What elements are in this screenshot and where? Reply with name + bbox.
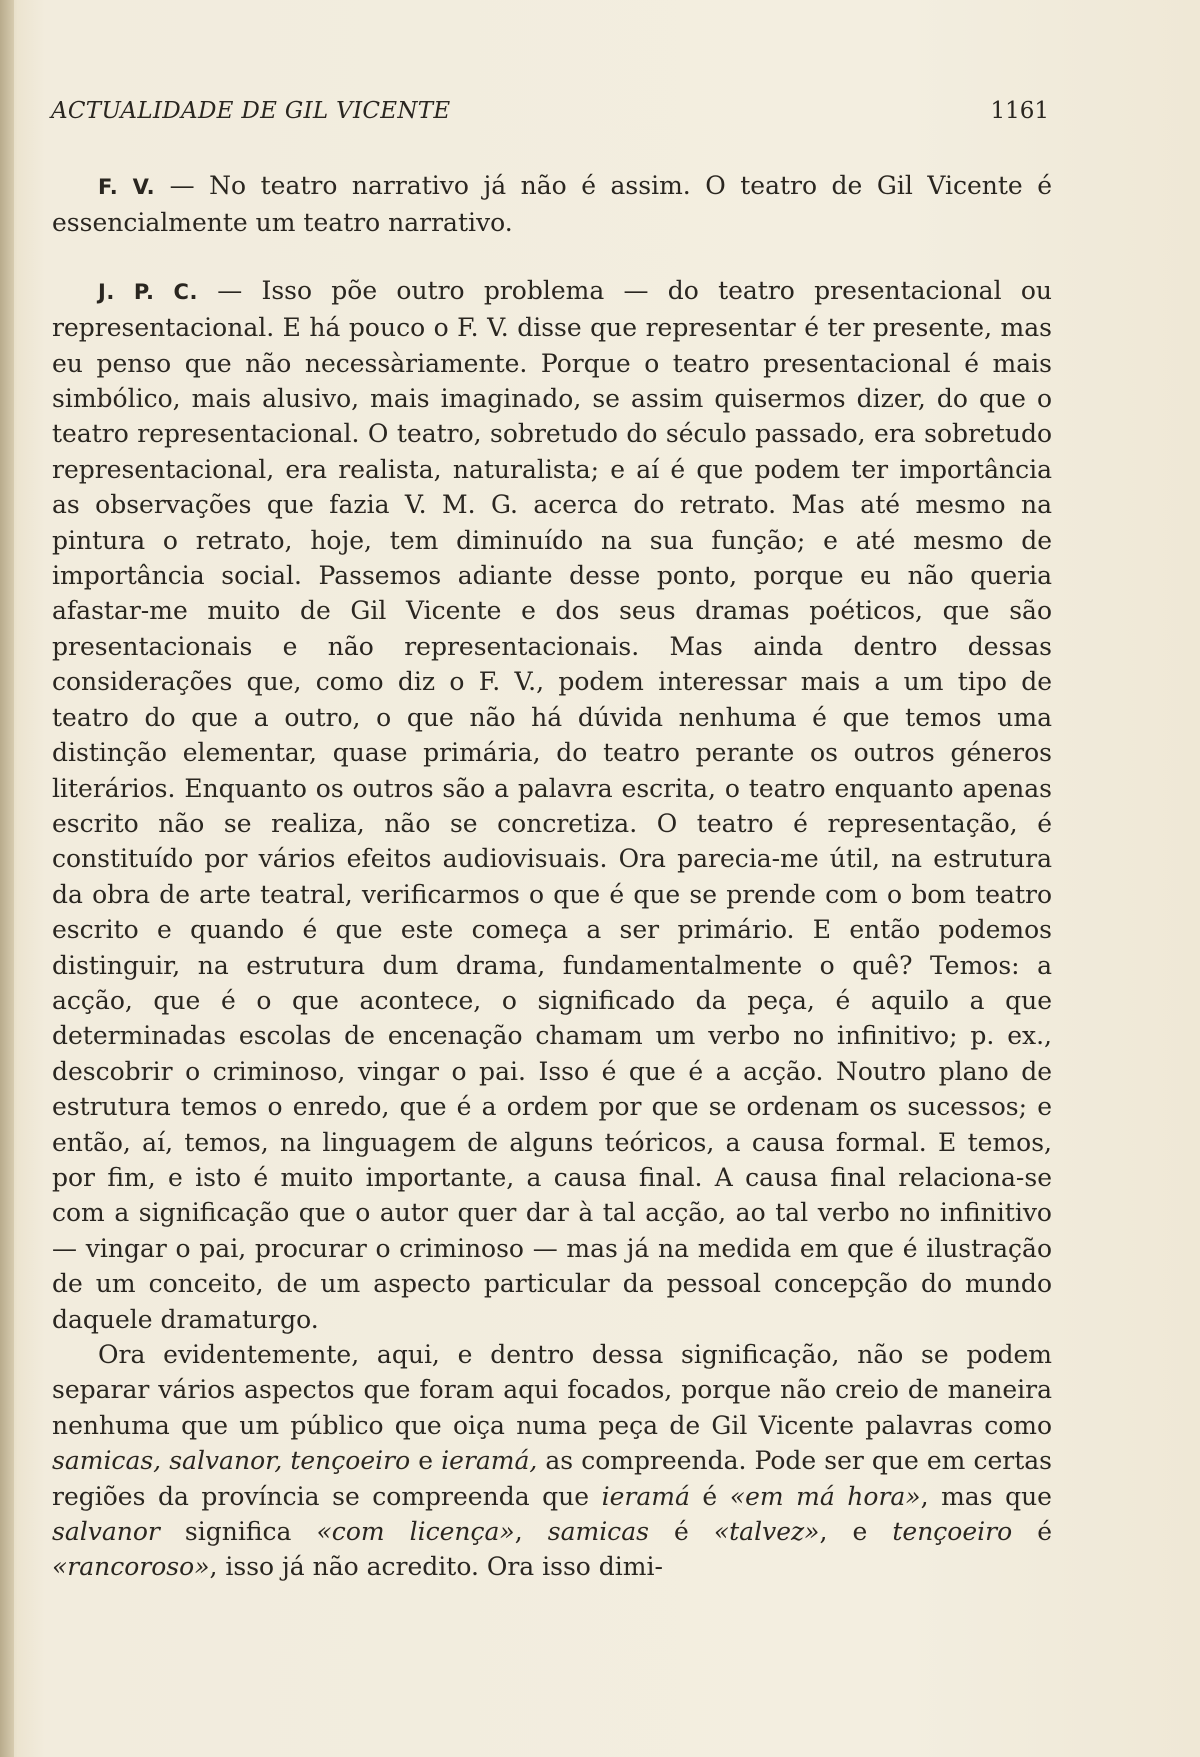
paragraph-gap <box>52 241 1052 273</box>
gloss-italic: «com licença» <box>316 1517 515 1547</box>
term-italic: tençoeiro <box>892 1517 1013 1547</box>
text-run: as compreenda. Pode ser que em certas regiões da província se compreenda que <box>52 1446 1052 1511</box>
text-run: , e <box>819 1517 893 1547</box>
text-run: , isso já não acredito. Ora isso dimi- <box>209 1552 663 1582</box>
term-italic: samicas <box>547 1517 649 1547</box>
dash: — <box>155 171 210 200</box>
gloss-italic: «em má hora» <box>729 1481 921 1511</box>
gloss-italic: «rancoroso» <box>52 1552 210 1582</box>
dialogue-text: No teatro narrativo já não é assim. O teatro de Gil Vicente é essencialmente um teatro narrativo. <box>52 171 1052 238</box>
running-head <box>51 98 1049 130</box>
text-run: , <box>514 1517 548 1547</box>
dialogue-text: Isso põe outro problema — do teatro presentacional ou representacional. E há pouco o F. V. disse que representar é ter presente, mas eu penso que não necessàriamente. Porque o teatro presentacional é mais simbólico, mais alusivo, mais imaginado, se assim quisermos dizer, do que o teatro representacional. O teatro, sobretudo do século passado, era sobretudo representacional, era realista, naturalista; e aí é que podem ter importância as observações que fazia V. M. G. acerca do retrato. Mas até mesmo na pintura o retrato, hoje, tem diminuído na sua função; e até mesmo de importância social. Passemos adiante desse ponto, porque eu não queria afastar-me muito de Gil Vicente e dos seus dramas poéticos, que são presentacionais e não representacionais. Mas ainda dentro dessas considerações que, como diz o F. V., podem interessar mais a um tipo de teatro do que a outro, o que não há dúvida nenhuma é que temos uma distinção elementar, quase primária, do teatro perante os outros géneros literários. Enquanto os outros são a palavra escrita, o teatro enquanto apenas escrito não se realiza, não se concretiza. O teatro é representação, é constituído por vários efeitos audiovisuais. Ora parecia-me útil, na estrutura da obra de arte teatral, verificarmos o que é que se prende com o bom teatro escrito e quando é que este começa a ser primário. E então podemos distinguir, na estrutura dum drama, fundamentalmente o quê? Temos: a acção, que é o que acontece, o significado da peça, é aquilo a que determinadas escolas de encenação chamam um verbo no infinitivo; p. ex., descobrir o criminoso, vingar o pai. Isso é que é a acção. Noutro plano de estrutura temos o enredo, que é a ordem por que se ordenam os sucessos; e então, aí, temos, na linguagem de alguns teóricos, a causa formal. E temos, por fim, e isto é muito importante, a causa final. A causa final relaciona-se com a significação que o autor quer dar à tal acção, ao tal verbo no infinitivo — vingar o pai, procurar o criminoso — mas já na medida em que é ilustração de um conceito, de um aspecto particular da pessoal concepção do mundo daquele dramaturgo. <box>52 275 1052 1334</box>
running-title: ACTUALIDADE DE GIL VICENTE <box>51 98 451 124</box>
term-italic: tençoeiro <box>290 1446 411 1476</box>
final-paragraph <box>52 1337 1052 1585</box>
text-run: Ora evidentemente, aqui, e dentro dessa significação, não se podem separar vários aspectos que foram aqui focados, porque não creio de maneira nenhuma que um público que oiça numa peça de Gil Vicente palavras como <box>52 1340 1052 1440</box>
gloss-italic: «talvez» <box>713 1517 820 1547</box>
body-text <box>52 168 1052 1585</box>
speaker-label: J. P. C. <box>98 279 198 304</box>
term-italic: samicas, <box>52 1446 162 1476</box>
text-run: é <box>648 1517 714 1547</box>
term-italic: salvanor <box>52 1517 160 1547</box>
term-italic: ieramá, <box>441 1446 538 1476</box>
term-italic: ieramá <box>601 1481 690 1511</box>
dialogue-paragraph <box>52 168 1052 241</box>
speaker-label: F. V. <box>98 175 156 199</box>
text-run: é <box>689 1481 730 1511</box>
text-run: significa <box>159 1517 317 1547</box>
dash: — <box>197 275 262 305</box>
binding-edge <box>0 0 14 1757</box>
page-number: 1161 <box>990 98 1049 124</box>
term-italic: salvanor, <box>169 1446 283 1476</box>
text-run: é <box>1012 1517 1053 1547</box>
text-run: e <box>410 1446 442 1476</box>
dialogue-paragraph <box>52 273 1052 1337</box>
text-run: , mas que <box>920 1481 1052 1511</box>
